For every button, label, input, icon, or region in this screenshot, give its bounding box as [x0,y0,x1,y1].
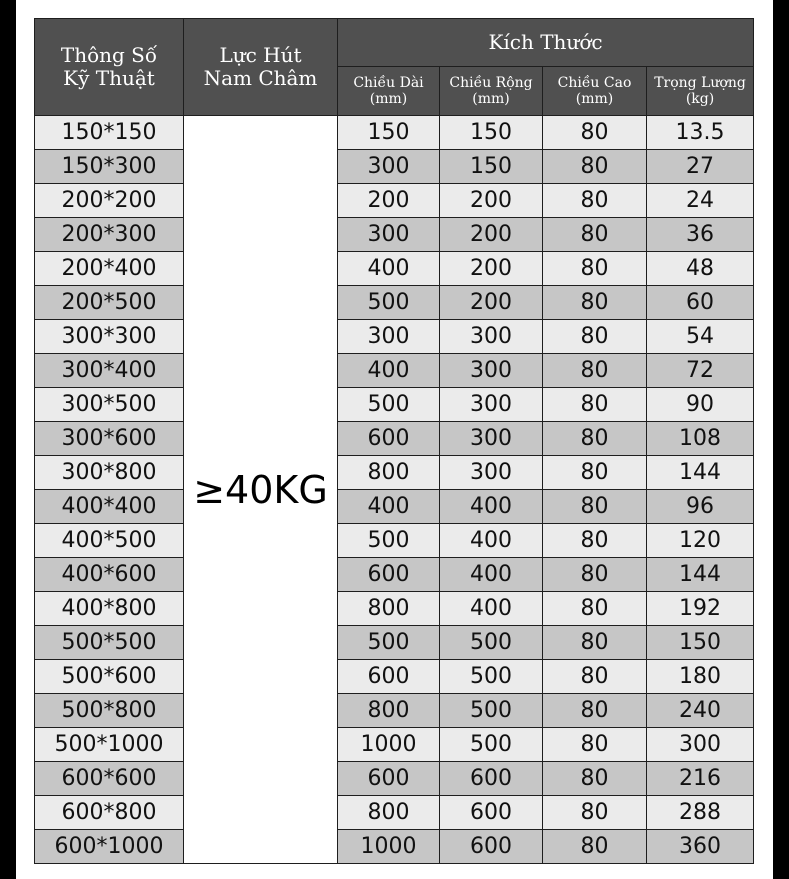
cell-spec: 300*600 [35,422,184,456]
cell-weight: 60 [647,286,754,320]
cell-width: 500 [440,660,543,694]
cell-height: 80 [543,388,647,422]
cell-width: 200 [440,218,543,252]
cell-height: 80 [543,762,647,796]
cell-length: 800 [338,592,440,626]
cell-length: 300 [338,320,440,354]
cell-height: 80 [543,660,647,694]
cell-weight: 24 [647,184,754,218]
cell-weight: 36 [647,218,754,252]
cell-width: 500 [440,728,543,762]
cell-length: 500 [338,286,440,320]
cell-weight: 72 [647,354,754,388]
table-row [35,660,754,694]
cell-weight: 180 [647,660,754,694]
table-row [35,184,754,218]
cell-height: 80 [543,796,647,830]
cell-weight: 192 [647,592,754,626]
cell-height: 80 [543,694,647,728]
cell-width: 300 [440,456,543,490]
table-row [35,762,754,796]
cell-length: 800 [338,456,440,490]
cell-weight: 13.5 [647,116,754,150]
cell-height: 80 [543,320,647,354]
table-row [35,592,754,626]
cell-width: 150 [440,150,543,184]
cell-height: 80 [543,456,647,490]
cell-length: 150 [338,116,440,150]
cell-width: 200 [440,184,543,218]
cell-spec: 600*1000 [35,830,184,864]
cell-weight: 120 [647,524,754,558]
cell-width: 500 [440,626,543,660]
cell-spec: 500*1000 [35,728,184,762]
cell-weight: 150 [647,626,754,660]
cell-length: 800 [338,796,440,830]
cell-width: 400 [440,490,543,524]
table-row [35,694,754,728]
cell-height: 80 [543,252,647,286]
cell-height: 80 [543,626,647,660]
cell-height: 80 [543,116,647,150]
cell-weight: 240 [647,694,754,728]
cell-spec: 500*800 [35,694,184,728]
cell-weight: 48 [647,252,754,286]
cell-width: 600 [440,796,543,830]
cell-spec: 400*600 [35,558,184,592]
cell-width: 150 [440,116,543,150]
cell-length: 800 [338,694,440,728]
cell-length: 1000 [338,728,440,762]
cell-magnetic-force: ≥40KG [184,116,338,864]
cell-width: 300 [440,320,543,354]
header-magnetic-force: Lực Hút Nam Châm [184,19,338,116]
table-row [35,830,754,864]
table-row [35,524,754,558]
cell-width: 500 [440,694,543,728]
cell-width: 300 [440,354,543,388]
cell-height: 80 [543,830,647,864]
table-row [35,150,754,184]
table-row [35,354,754,388]
cell-length: 500 [338,388,440,422]
cell-height: 80 [543,150,647,184]
cell-spec: 400*800 [35,592,184,626]
header-length: Chiều Dài (mm) [338,67,440,116]
header-dimensions: Kích Thước [338,19,754,67]
cell-weight: 108 [647,422,754,456]
cell-weight: 300 [647,728,754,762]
header-height: Chiều Cao (mm) [543,67,647,116]
table-row [35,252,754,286]
cell-spec: 600*600 [35,762,184,796]
cell-weight: 360 [647,830,754,864]
cell-spec: 300*400 [35,354,184,388]
cell-spec: 400*400 [35,490,184,524]
table-row [35,456,754,490]
header-width: Chiều Rộng (mm) [440,67,543,116]
cell-weight: 96 [647,490,754,524]
spec-table [34,18,754,864]
cell-height: 80 [543,558,647,592]
cell-length: 300 [338,150,440,184]
cell-height: 80 [543,218,647,252]
cell-width: 300 [440,422,543,456]
cell-height: 80 [543,354,647,388]
table-row [35,388,754,422]
cell-length: 300 [338,218,440,252]
table-row [35,422,754,456]
cell-height: 80 [543,422,647,456]
cell-spec: 200*500 [35,286,184,320]
cell-length: 400 [338,490,440,524]
table-row [35,286,754,320]
cell-height: 80 [543,286,647,320]
cell-length: 500 [338,524,440,558]
cell-width: 400 [440,558,543,592]
cell-height: 80 [543,184,647,218]
cell-spec: 400*500 [35,524,184,558]
cell-length: 600 [338,762,440,796]
cell-spec: 150*300 [35,150,184,184]
cell-spec: 150*150 [35,116,184,150]
cell-width: 200 [440,252,543,286]
cell-spec: 500*500 [35,626,184,660]
cell-width: 400 [440,524,543,558]
cell-spec: 200*200 [35,184,184,218]
cell-weight: 27 [647,150,754,184]
cell-length: 500 [338,626,440,660]
cell-length: 400 [338,354,440,388]
cell-weight: 54 [647,320,754,354]
cell-length: 400 [338,252,440,286]
cell-weight: 90 [647,388,754,422]
cell-width: 600 [440,830,543,864]
cell-spec: 600*800 [35,796,184,830]
table-row [35,116,754,150]
cell-width: 300 [440,388,543,422]
table-row [35,626,754,660]
header-weight: Trọng Lượng (kg) [647,67,754,116]
table-row [35,490,754,524]
cell-length: 600 [338,660,440,694]
cell-spec: 200*400 [35,252,184,286]
table-row [35,320,754,354]
cell-weight: 216 [647,762,754,796]
table-row [35,728,754,762]
cell-length: 600 [338,422,440,456]
cell-spec: 300*300 [35,320,184,354]
cell-spec: 300*500 [35,388,184,422]
header-spec: Thông Số Kỹ Thuật [35,19,184,116]
cell-spec: 300*800 [35,456,184,490]
cell-length: 600 [338,558,440,592]
table-row [35,558,754,592]
cell-height: 80 [543,524,647,558]
cell-width: 200 [440,286,543,320]
cell-weight: 144 [647,456,754,490]
cell-weight: 288 [647,796,754,830]
cell-spec: 500*600 [35,660,184,694]
cell-width: 600 [440,762,543,796]
cell-length: 200 [338,184,440,218]
cell-weight: 144 [647,558,754,592]
cell-length: 1000 [338,830,440,864]
cell-spec: 200*300 [35,218,184,252]
cell-height: 80 [543,490,647,524]
cell-width: 400 [440,592,543,626]
table-row [35,796,754,830]
table-row [35,218,754,252]
cell-height: 80 [543,728,647,762]
cell-height: 80 [543,592,647,626]
